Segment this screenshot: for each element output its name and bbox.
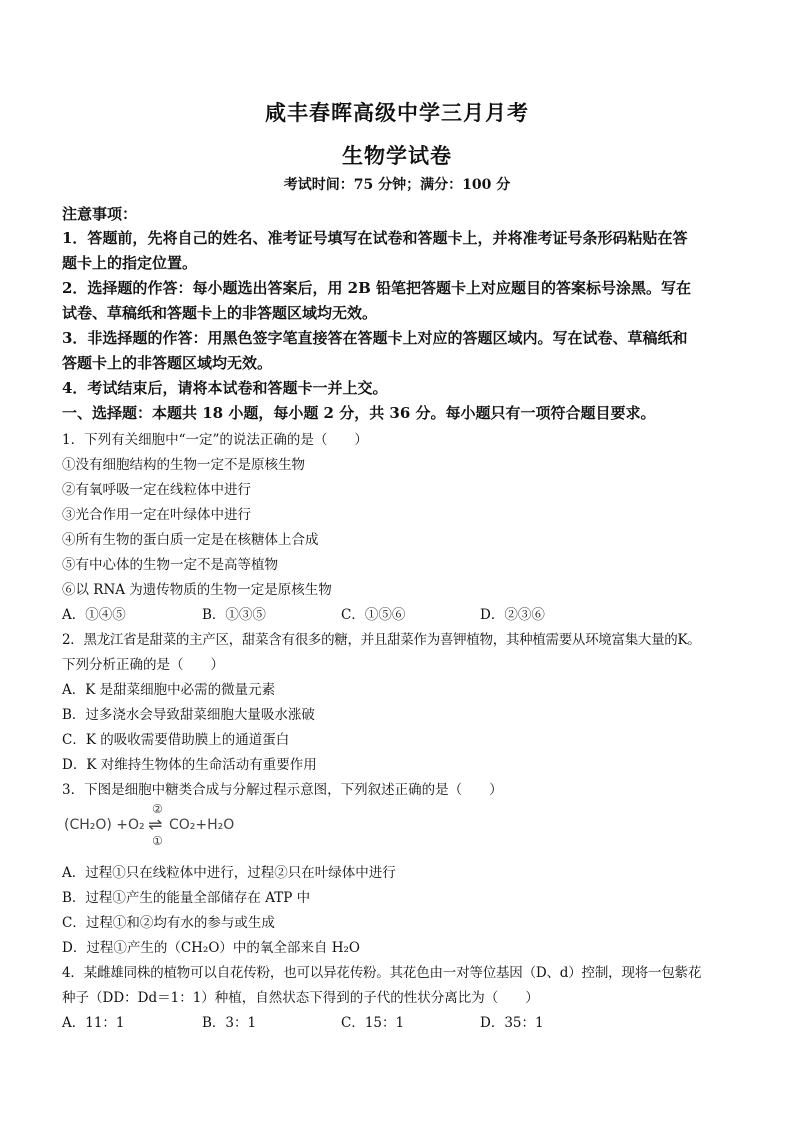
formula-label-bottom: ① [152, 834, 163, 848]
notice-line: 2．选择题的作答：每小题选出答案后，用 2B 铅笔把答题卡上对应题目的答案标号涂黑。写在 [62, 279, 692, 297]
question-item: ⑤有中心体的生物一定不是高等植物 [62, 557, 278, 573]
question-stem: 种子（DD：Dd＝1：1）种植，自然状态下得到的子代的性状分离比为（ ） [62, 990, 539, 1006]
reversible-arrow-icon: ⇌ [148, 815, 163, 835]
answer-option: D．35：1 [480, 1015, 544, 1031]
notice-line: 试卷、草稿纸和答题卡上的非答题区域均无效。 [62, 304, 378, 322]
question-stem: 1．下列有关细胞中“一定”的说法正确的是（ ） [62, 432, 368, 448]
reaction-formula [64, 804, 264, 850]
section-heading: 一、选择题：本题共 18 小题，每小题 2 分，共 36 分。每小题只有一项符合题目要求。 [62, 404, 656, 422]
answer-option: D．过程①产生的（CH₂O）中的氧全部来自 H₂O [62, 940, 360, 956]
answer-option: A．①④⑤ [62, 607, 126, 623]
answer-option: C．K 的吸收需要借助膜上的通道蛋白 [62, 732, 290, 748]
question-stem: 下列分析正确的是（ ） [62, 657, 224, 673]
question-stem: 4．某雌雄同株的植物可以自花传粉，也可以异花传粉。其花色由一对等位基因（D、d）控制，现将一包紫花 [62, 965, 702, 981]
question-item: ③光合作用一定在叶绿体中进行 [62, 507, 251, 523]
subject-title: 生物学试卷 [342, 143, 452, 168]
answer-option: D．②③⑥ [480, 607, 545, 623]
question-item: ①没有细胞结构的生物一定不是原核生物 [62, 457, 305, 473]
answer-option: C．15：1 [341, 1015, 405, 1031]
notice-line: 4．考试结束后，请将本试卷和答题卡一并上交。 [62, 379, 388, 397]
question-item: ②有氧呼吸一定在线粒体中进行 [62, 482, 251, 498]
formula-products: CO₂+H₂O [169, 817, 235, 833]
answer-option: D．K 对维持生物体的生命活动有重要作用 [62, 757, 317, 773]
school-title: 咸丰春晖高级中学三月月考 [265, 100, 529, 125]
answer-option: B．过多浇水会导致甜菜细胞大量吸水涨破 [62, 707, 315, 723]
answer-option: B．3：1 [202, 1015, 257, 1031]
formula-reactants: (CH₂O) +O₂ [64, 817, 145, 833]
answer-option: A．11：1 [62, 1015, 125, 1031]
answer-option: B．①③⑤ [202, 607, 266, 623]
notice-line: 题卡上的指定位置。 [62, 254, 198, 272]
answer-option: C．过程①和②均有水的参与或生成 [62, 915, 275, 931]
question-stem: 2．黑龙江省是甜菜的主产区，甜菜含有很多的糖，并且甜菜作为喜钾植物，其种植需要从环境富集大量的K。 [62, 632, 701, 648]
notice-line: 3．非选择题的作答：用黑色签字笔直接答在答题卡上对应的答题区域内。写在试卷、草稿纸和 [62, 329, 688, 347]
question-item: ④所有生物的蛋白质一定是在核糖体上合成 [62, 532, 319, 548]
notice-line: 1．答题前，先将自己的姓名、准考证号填写在试卷和答题卡上，并将准考证号条形码粘贴在答 [62, 229, 688, 247]
question-stem: 3．下图是细胞中糖类合成与分解过程示意图，下列叙述正确的是（ ） [62, 782, 503, 798]
exam-info: 考试时间：75 分钟；满分：100 分 [283, 177, 511, 193]
notice-heading: 注意事项： [62, 205, 138, 223]
answer-option: A．K 是甜菜细胞中必需的微量元素 [62, 682, 276, 698]
formula-label-top: ② [152, 802, 163, 816]
answer-option: B．过程①产生的能量全部储存在 ATP 中 [62, 890, 311, 906]
question-item: ⑥以 RNA 为遗传物质的生物一定是原核生物 [62, 582, 332, 598]
answer-option: C．①⑤⑥ [341, 607, 406, 623]
notice-line: 答题卡上的非答题区域均无效。 [62, 354, 273, 372]
answer-option: A．过程①只在线粒体中进行，过程②只在叶绿体中进行 [62, 865, 396, 881]
